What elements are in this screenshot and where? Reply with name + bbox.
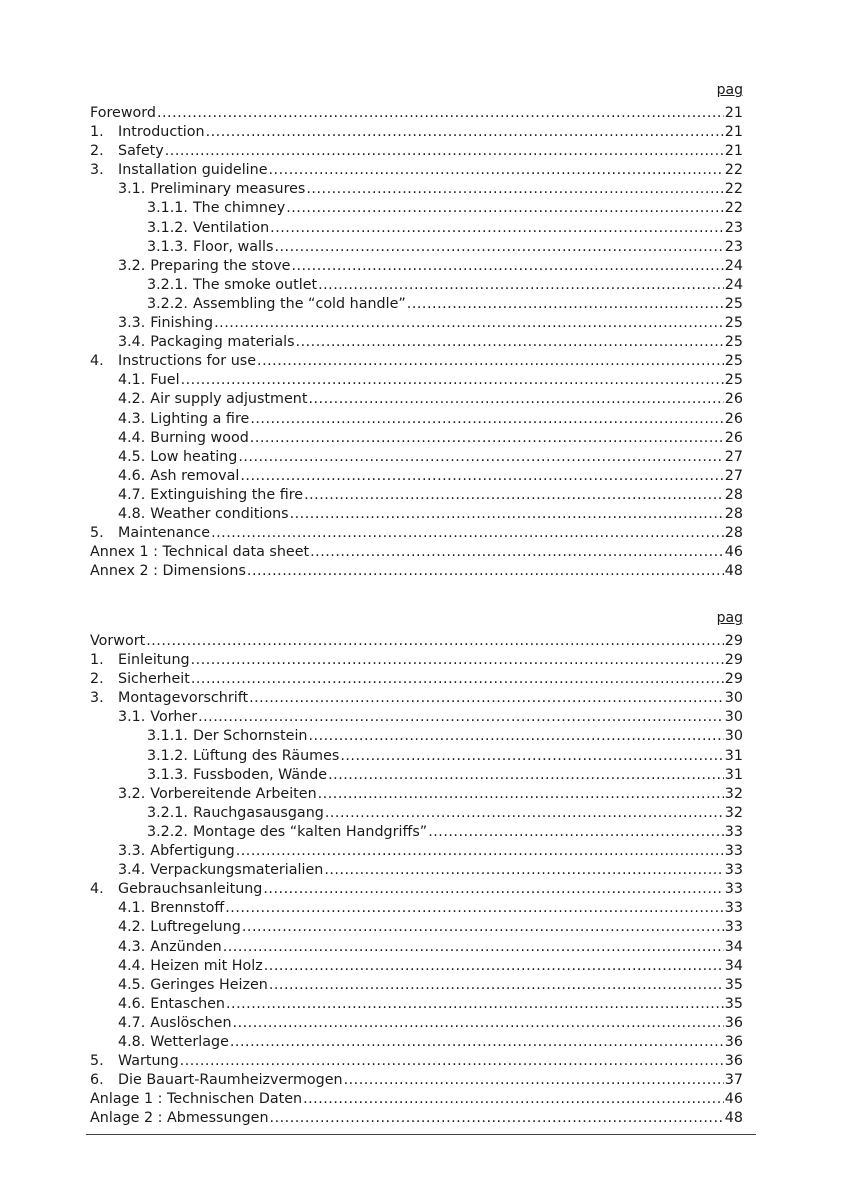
toc-entry-page: 32 (724, 804, 743, 821)
toc-entry (90, 957, 743, 976)
toc-entry-page: 22 (724, 162, 743, 179)
toc-entry-number: 4.5. (118, 448, 146, 465)
toc-entry-title: Verpackungsmaterialien (150, 862, 324, 879)
toc-entry-title: Geringes Heizen (150, 976, 268, 993)
toc-entry-page: 34 (724, 957, 743, 974)
toc-list (90, 632, 743, 1128)
toc-entry-page: 33 (724, 881, 743, 898)
dot-leader (223, 938, 724, 957)
toc-entry-page: 46 (724, 544, 743, 561)
dot-leader (157, 104, 724, 123)
dot-leader (296, 333, 724, 352)
toc-entry-number: 4. (90, 881, 104, 898)
toc-entry (90, 804, 743, 823)
toc-entry (90, 938, 743, 957)
toc-entry-page: 25 (724, 372, 743, 389)
toc-entry (90, 670, 743, 689)
toc-entry-title: Vorbereitende Arbeiten (150, 785, 317, 802)
toc-entry-page: 36 (724, 1033, 743, 1050)
toc-entry-number: 4.7. (118, 1014, 146, 1031)
toc-entry-number: 3.4. (118, 862, 146, 879)
toc-list (90, 104, 743, 581)
toc-entry-page: 35 (724, 995, 743, 1012)
toc-entry-number: 4.5. (118, 976, 146, 993)
toc-entry (90, 766, 743, 785)
toc-entry (90, 918, 743, 937)
toc-entry-title: Installation guideline (118, 162, 268, 179)
toc-entry-number: 4.4. (118, 429, 146, 446)
toc-entry-page: 24 (724, 257, 743, 274)
toc-entry-page: 26 (724, 410, 743, 427)
toc-entry-page: 30 (724, 728, 743, 745)
toc-entry-number: 5. (90, 1053, 104, 1070)
toc-entry-page: 48 (724, 563, 743, 580)
toc-entry (90, 352, 743, 371)
toc-entry-page: 33 (724, 843, 743, 860)
toc-entry-page: 30 (724, 709, 743, 726)
dot-leader (290, 505, 724, 524)
toc-entry (90, 1014, 743, 1033)
toc-entry (90, 632, 743, 651)
toc-entry-page: 33 (724, 919, 743, 936)
dot-leader (328, 766, 724, 785)
toc-entry-title: Wetterlage (150, 1033, 229, 1050)
toc-entry (90, 1109, 743, 1128)
toc-entry (90, 467, 743, 486)
dot-leader (191, 651, 724, 670)
toc-entry-number: 3.1.1. (147, 728, 188, 745)
toc-entry-number: 4.1. (118, 900, 146, 917)
toc-entry-title: Introduction (118, 124, 205, 141)
page-column-header: pag (716, 610, 743, 626)
toc-entry-number: 6. (90, 1072, 104, 1089)
toc-entry-title: Extinguishing the fire (150, 486, 304, 503)
toc-entry (90, 390, 743, 409)
dot-leader (225, 899, 724, 918)
toc-entry-title: Burning wood (150, 429, 249, 446)
dot-leader (306, 180, 723, 199)
toc-entry-title: Safety (118, 143, 164, 160)
toc-entry-page: 31 (724, 747, 743, 764)
dot-leader (165, 142, 724, 161)
dot-leader (270, 219, 724, 238)
toc-entry-title: Vorher (150, 709, 198, 726)
toc-entry-title: Finishing (150, 315, 214, 332)
toc-entry (90, 257, 743, 276)
toc-german (90, 608, 743, 1128)
toc-entry (90, 651, 743, 670)
dot-leader (304, 486, 724, 505)
toc-entry-page: 21 (724, 124, 743, 141)
toc-entry-number: 3.1.3. (147, 766, 188, 783)
toc-entry (90, 505, 743, 524)
toc-entry-page: 25 (724, 295, 743, 312)
toc-entry-title: Brennstoff (150, 900, 225, 917)
dot-leader (269, 976, 724, 995)
toc-entry-page: 34 (724, 938, 743, 955)
page-column-header: pag (716, 82, 743, 98)
dot-leader (318, 785, 724, 804)
toc-entry-title: Sicherheit (118, 671, 190, 688)
toc-entry-page: 22 (724, 181, 743, 198)
dot-leader (206, 123, 724, 142)
dot-leader (249, 689, 724, 708)
toc-entry-title: Foreword (90, 105, 156, 121)
dot-leader (270, 1109, 724, 1128)
toc-entry-number: 3. (90, 162, 104, 179)
toc-entry-page: 24 (724, 276, 743, 293)
toc-entry-number: 2. (90, 143, 104, 160)
toc-entry-title: Einleitung (118, 652, 190, 669)
toc-entry (90, 276, 743, 295)
dot-leader (242, 918, 724, 937)
toc-entry-number: 3.1.2. (147, 219, 188, 236)
toc-entry-number: 4.3. (118, 410, 146, 427)
toc-entry-title: Ventilation (192, 219, 270, 236)
toc-entry-title: Annex 2 : Dimensions (90, 563, 246, 580)
dot-leader (274, 238, 723, 257)
toc-entry-number: 1. (90, 652, 104, 669)
dot-leader (250, 429, 724, 448)
toc-entry-title: Entaschen (150, 995, 225, 1012)
toc-entry-title: Instructions for use (118, 353, 257, 370)
toc-entry-page: 25 (724, 353, 743, 370)
toc-entry (90, 785, 743, 804)
dot-leader (308, 727, 723, 746)
toc-entry-number: 3.2.2. (147, 295, 188, 312)
dot-leader (146, 632, 724, 651)
toc-entry-page: 29 (724, 652, 743, 669)
toc-entry-page: 37 (724, 1072, 743, 1089)
toc-entry (90, 1052, 743, 1071)
toc-entry-number: 4.6. (118, 995, 146, 1012)
toc-entry-number: 4.2. (118, 919, 146, 936)
toc-entry-page: 46 (724, 1091, 743, 1108)
toc-entry-title: Auslöschen (150, 1014, 232, 1031)
toc-entry (90, 995, 743, 1014)
toc-entry-number: 4.3. (118, 938, 146, 955)
toc-entry-number: 3.3. (118, 843, 146, 860)
dot-leader (257, 352, 724, 371)
toc-entry-number: 3.2.1. (147, 276, 188, 293)
toc-entry (90, 842, 743, 861)
toc-entry (90, 1033, 743, 1052)
toc-entry-title: Lüftung des Räumes (192, 747, 340, 764)
toc-entry (90, 880, 743, 899)
toc-entry-title: Montage des “kalten Handgriffs” (192, 823, 428, 840)
toc-entry-title: Fuel (150, 372, 180, 389)
toc-entry (90, 1071, 743, 1090)
toc-entry (90, 123, 743, 142)
toc-entry-number: 4.1. (118, 372, 146, 389)
toc-entry-title: Anlage 2 : Abmessungen (90, 1110, 269, 1127)
dot-leader (198, 708, 724, 727)
dot-leader (340, 747, 723, 766)
toc-entry-title: Maintenance (118, 525, 211, 542)
toc-entry-page: 21 (724, 143, 743, 160)
toc-entry (90, 689, 743, 708)
toc-entry-page: 30 (724, 690, 743, 707)
dot-leader (264, 957, 724, 976)
toc-entry (90, 161, 743, 180)
toc-entry-title: Luftregelung (150, 919, 241, 936)
toc-entry-number: 4.2. (118, 391, 146, 408)
toc-entry-title: Fussboden, Wände (192, 766, 328, 783)
toc-entry-number: 3.1.1. (147, 200, 188, 217)
toc-entry (90, 524, 743, 543)
dot-leader (310, 543, 724, 562)
toc-entry (90, 708, 743, 727)
toc-entry-page: 25 (724, 315, 743, 332)
dot-leader (180, 1052, 724, 1071)
toc-english (90, 80, 743, 581)
dot-leader (407, 295, 724, 314)
toc-entry-page: 35 (724, 976, 743, 993)
dot-leader (250, 410, 723, 429)
toc-entry-title: Assembling the “cold handle” (192, 295, 406, 312)
toc-entry (90, 295, 743, 314)
toc-entry-title: Montagevorschrift (118, 690, 249, 707)
toc-entry (90, 448, 743, 467)
toc-entry (90, 562, 743, 581)
toc-entry-number: 3.1. (118, 709, 146, 726)
toc-entry-number: 4.4. (118, 957, 146, 974)
dot-leader (263, 880, 723, 899)
dot-leader (233, 1014, 724, 1033)
toc-entry-title: The smoke outlet (192, 276, 318, 293)
toc-entry (90, 238, 743, 257)
toc-entry-page: 23 (724, 219, 743, 236)
toc-entry-title: Wartung (118, 1053, 179, 1070)
toc-entry (90, 142, 743, 161)
toc-entry (90, 199, 743, 218)
toc-entry-number: 3.4. (118, 334, 146, 351)
dot-leader (214, 314, 724, 333)
toc-entry (90, 314, 743, 333)
toc-entry-number: 3.1. (118, 181, 146, 198)
toc-entry (90, 747, 743, 766)
toc-entry-title: Anlage 1 : Technischen Daten (90, 1091, 303, 1108)
toc-entry-page: 28 (724, 525, 743, 542)
toc-entry (90, 861, 743, 880)
toc-entry-number: 4.8. (118, 505, 146, 522)
toc-entry-page: 26 (724, 429, 743, 446)
toc-entry-number: 3.1.2. (147, 747, 188, 764)
toc-entry (90, 371, 743, 390)
toc-entry (90, 410, 743, 429)
toc-entry-title: Gebrauchsanleitung (118, 881, 263, 898)
toc-entry-page: 28 (724, 486, 743, 503)
toc-entry-title: Weather conditions (150, 505, 289, 522)
toc-entry-title: Abfertigung (150, 843, 235, 860)
toc-entry-number: 1. (90, 124, 104, 141)
toc-entry-title: Air supply adjustment (150, 391, 308, 408)
toc-entry-page: 33 (724, 823, 743, 840)
dot-leader (286, 199, 724, 218)
footer-rule (86, 1134, 756, 1135)
toc-entry-title: Low heating (150, 448, 238, 465)
dot-leader (318, 276, 724, 295)
toc-entry (90, 429, 743, 448)
dot-leader (269, 161, 724, 180)
toc-entry (90, 333, 743, 352)
dot-leader (240, 467, 723, 486)
toc-entry-page: 36 (724, 1053, 743, 1070)
toc-entry-title: Heizen mit Holz (150, 957, 263, 974)
toc-entry-page: 21 (724, 105, 743, 121)
toc-entry-number: 3.2.2. (147, 823, 188, 840)
toc-entry-title: Floor, walls (192, 238, 274, 255)
dot-leader (236, 842, 724, 861)
toc-entry (90, 1090, 743, 1109)
toc-entry (90, 486, 743, 505)
toc-entry-page: 29 (724, 671, 743, 688)
toc-entry-title: Annex 1 : Technical data sheet (90, 544, 310, 561)
toc-entry (90, 976, 743, 995)
toc-entry (90, 727, 743, 746)
toc-entry-title: Der Schornstein (192, 728, 308, 745)
toc-entry-number: 3.1.3. (147, 238, 188, 255)
toc-entry (90, 823, 743, 842)
dot-leader (428, 823, 724, 842)
toc-entry-number: 4. (90, 353, 104, 370)
toc-entry-number: 3.2. (118, 257, 146, 274)
toc-entry-number: 4.6. (118, 467, 146, 484)
toc-entry-page: 32 (724, 785, 743, 802)
toc-entry-number: 2. (90, 671, 104, 688)
toc-entry-title: Rauchgasausgang (192, 804, 324, 821)
toc-entry-number: 3.3. (118, 315, 146, 332)
toc-entry-title: Vorwort (90, 633, 146, 649)
toc-entry-title: Die Bauart-Raumheizvermogen (118, 1072, 343, 1089)
toc-entry-number: 5. (90, 525, 104, 542)
toc-entry-number: 3.2. (118, 785, 146, 802)
toc-entry-title: Packaging materials (150, 334, 295, 351)
dot-leader (230, 1033, 724, 1052)
toc-entry-page: 25 (724, 334, 743, 351)
dot-leader (308, 390, 723, 409)
toc-entry-number: 3. (90, 690, 104, 707)
toc-entry-page: 22 (724, 200, 743, 217)
toc-entry-title: The chimney (192, 200, 286, 217)
toc-entry-title: Preparing the stove (150, 257, 291, 274)
dot-leader (226, 995, 724, 1014)
toc-entry-number: 4.8. (118, 1033, 146, 1050)
toc-entry (90, 180, 743, 199)
dot-leader (291, 257, 723, 276)
dot-leader (238, 448, 723, 467)
toc-entry-page: 33 (724, 862, 743, 879)
toc-entry (90, 899, 743, 918)
toc-entry-title: Anzünden (150, 938, 222, 955)
toc-entry-page: 28 (724, 505, 743, 522)
dot-leader (324, 861, 723, 880)
dot-leader (247, 562, 724, 581)
dot-leader (303, 1090, 724, 1109)
toc-entry (90, 219, 743, 238)
dot-leader (191, 670, 724, 689)
toc-entry-page: 31 (724, 766, 743, 783)
toc-entry-page: 29 (724, 633, 743, 649)
toc-entry-page: 27 (724, 467, 743, 484)
toc-entry (90, 104, 743, 123)
toc-entry-title: Lighting a fire (150, 410, 250, 427)
dot-leader (344, 1071, 724, 1090)
toc-entry-title: Ash removal (150, 467, 240, 484)
dot-leader (211, 524, 724, 543)
toc-entry-title: Preliminary measures (150, 181, 306, 198)
toc-entry-page: 27 (724, 448, 743, 465)
dot-leader (181, 371, 724, 390)
dot-leader (325, 804, 724, 823)
toc-entry-page: 36 (724, 1014, 743, 1031)
toc-entry-page: 33 (724, 900, 743, 917)
toc-entry-number: 4.7. (118, 486, 146, 503)
toc-entry (90, 543, 743, 562)
toc-entry-number: 3.2.1. (147, 804, 188, 821)
toc-entry-page: 26 (724, 391, 743, 408)
toc-entry-page: 23 (724, 238, 743, 255)
toc-entry-page: 48 (724, 1110, 743, 1127)
